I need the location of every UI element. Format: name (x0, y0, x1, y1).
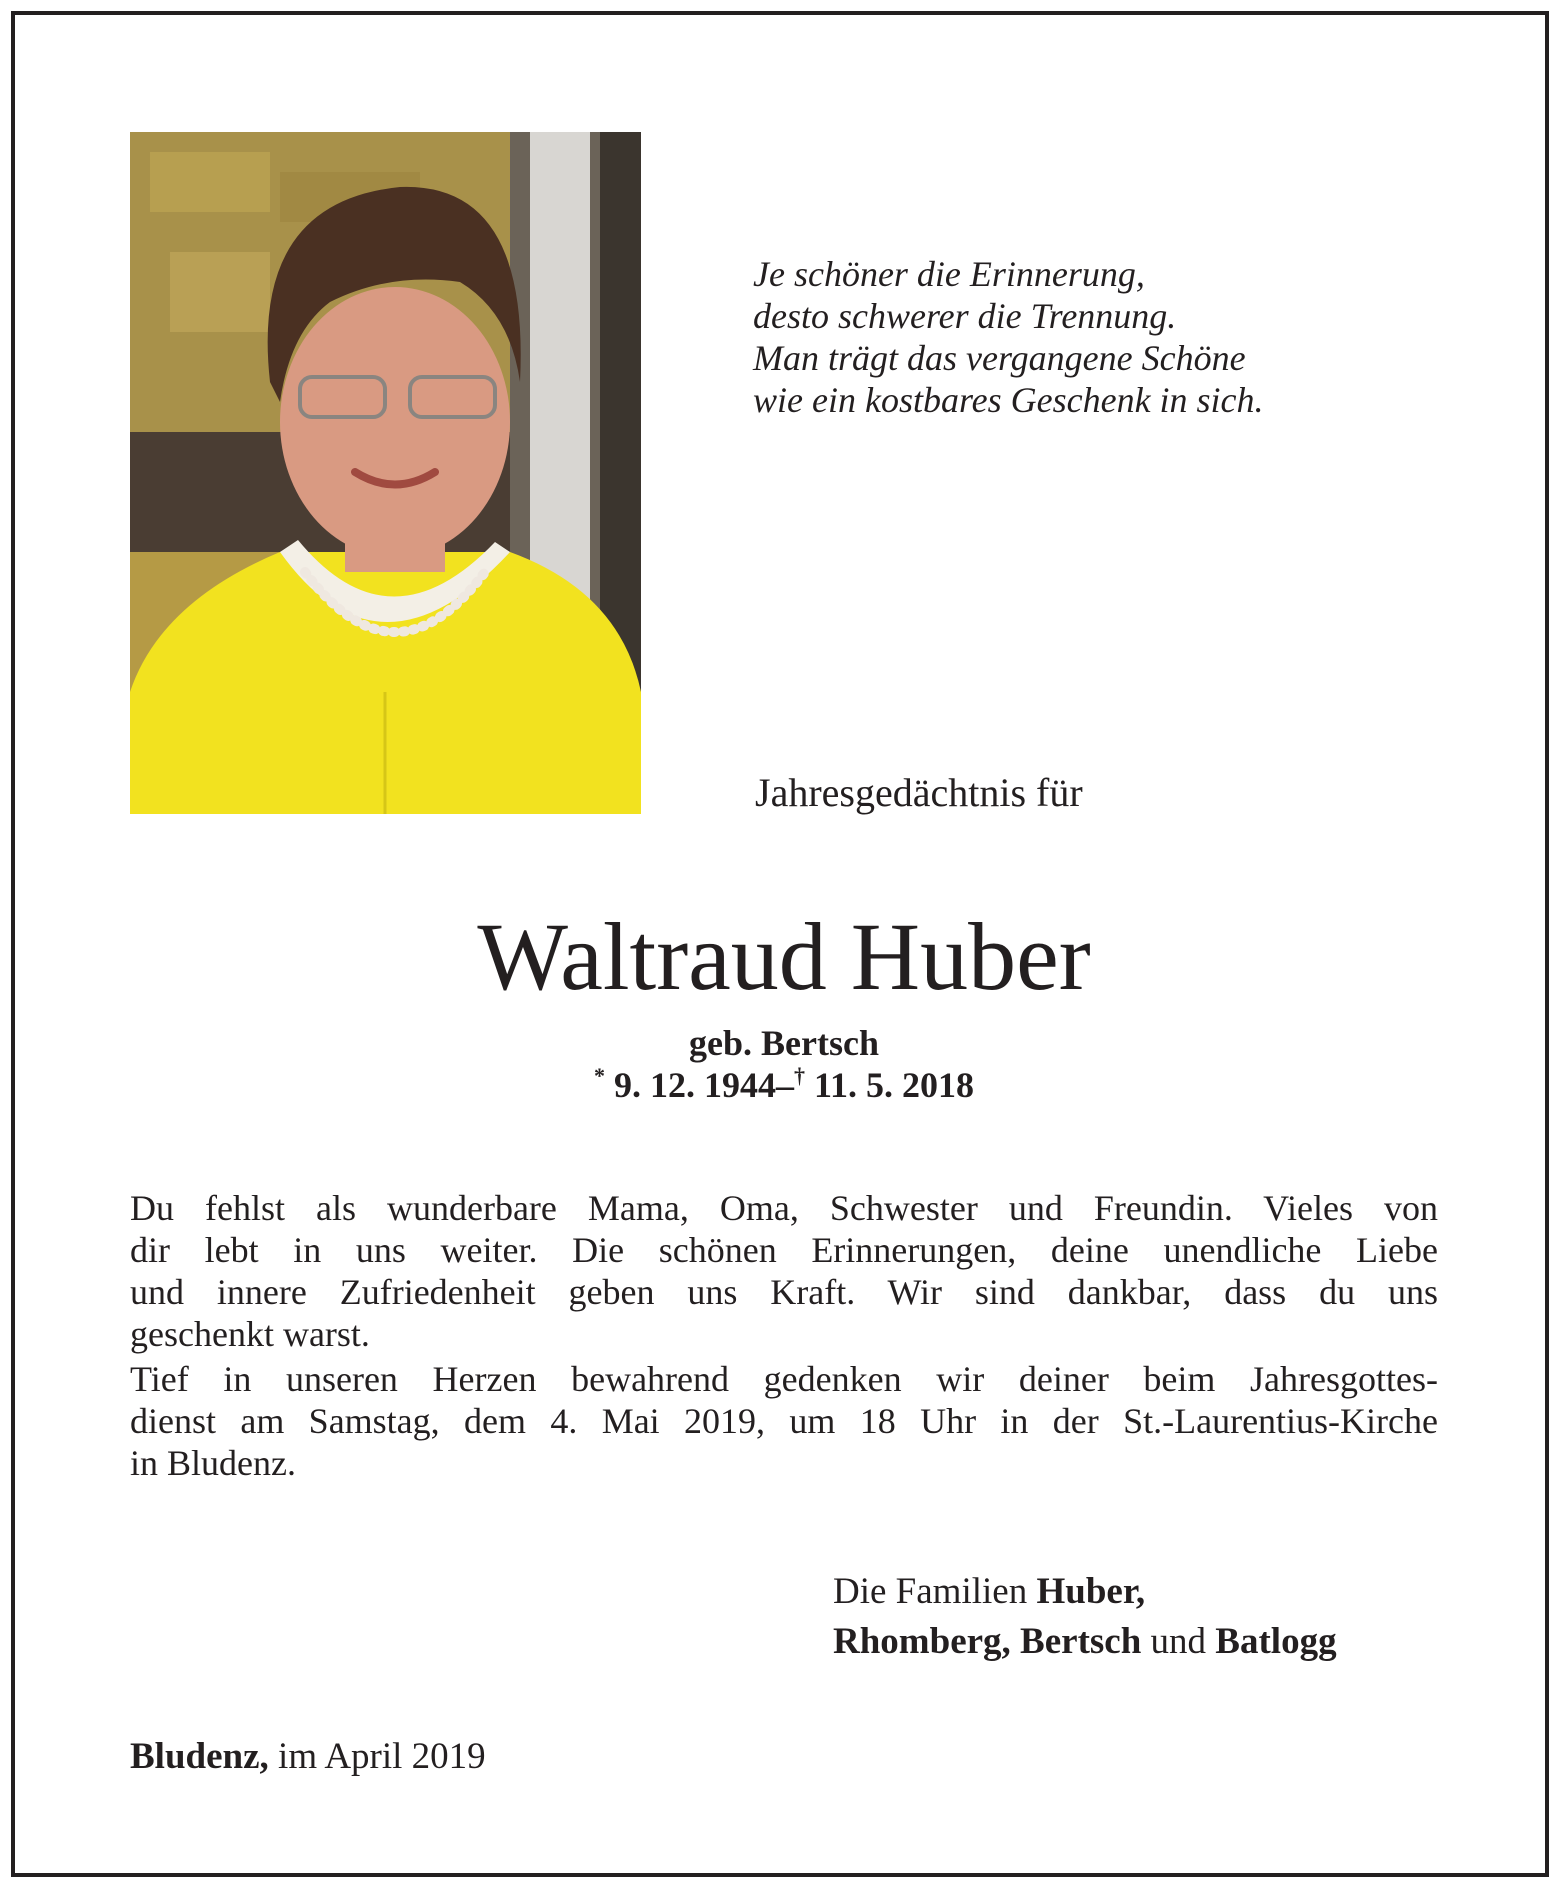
paragraph-line: dir lebt in uns weiter. Die schönen Erinnerungen, deine unendliche Liebe (130, 1230, 1438, 1270)
signature-connector: und (1141, 1621, 1216, 1662)
quote-line: Man trägt das vergangene Schöne (753, 338, 1246, 378)
birth-symbol: * (593, 1063, 605, 1088)
paragraph-line: Tief in unseren Herzen bewahrend gedenken wir deiner beim Jahresgottes- (130, 1359, 1438, 1399)
family-name: Huber, (1036, 1571, 1146, 1612)
paragraph-line: und innere Zufriedenheit geben uns Kraft. Wir sind dankbar, dass du uns (130, 1272, 1438, 1312)
portrait-photo-icon (130, 132, 641, 814)
place: Bludenz, (130, 1736, 269, 1777)
place-date (130, 1732, 486, 1782)
message-paragraph (130, 1187, 1438, 1355)
paragraph-line: geschenkt warst. (130, 1314, 370, 1354)
family-name: Rhomberg, Bertsch (833, 1621, 1142, 1662)
family-signature (833, 1567, 1337, 1667)
death-date: 11. 5. 2018 (813, 1065, 974, 1105)
date-separator: – (775, 1065, 794, 1105)
death-symbol: † (793, 1063, 805, 1088)
anniversary-heading: Jahresgedächtnis für (755, 770, 1083, 815)
paragraph-line: dienst am Samstag, dem 4. Mai 2019, um 18 Uhr in der St.-Laurentius-Kirche (130, 1401, 1438, 1441)
life-dates (0, 1063, 1568, 1107)
portrait-photo (130, 132, 641, 814)
birth-date: 9. 12. 1944 (613, 1065, 776, 1105)
quote-line: Je schöner die Erinnerung, (753, 254, 1145, 294)
memorial-quote (753, 253, 1453, 421)
signature-prefix: Die Familien (833, 1571, 1037, 1612)
maiden-name: geb. Bertsch (689, 1023, 879, 1063)
quote-line: wie ein kostbares Geschenk in sich. (753, 380, 1264, 420)
family-name: Batlogg (1215, 1621, 1337, 1662)
paragraph-line: Du fehlst als wunderbare Mama, Oma, Schwester und Freundin. Vieles von (130, 1188, 1438, 1228)
deceased-name: Waltraud Huber (477, 903, 1091, 1010)
quote-line: desto schwerer die Trennung. (753, 296, 1177, 336)
paragraph-line: in Bludenz. (130, 1443, 296, 1483)
date: im April 2019 (268, 1736, 486, 1777)
service-paragraph (130, 1358, 1438, 1484)
